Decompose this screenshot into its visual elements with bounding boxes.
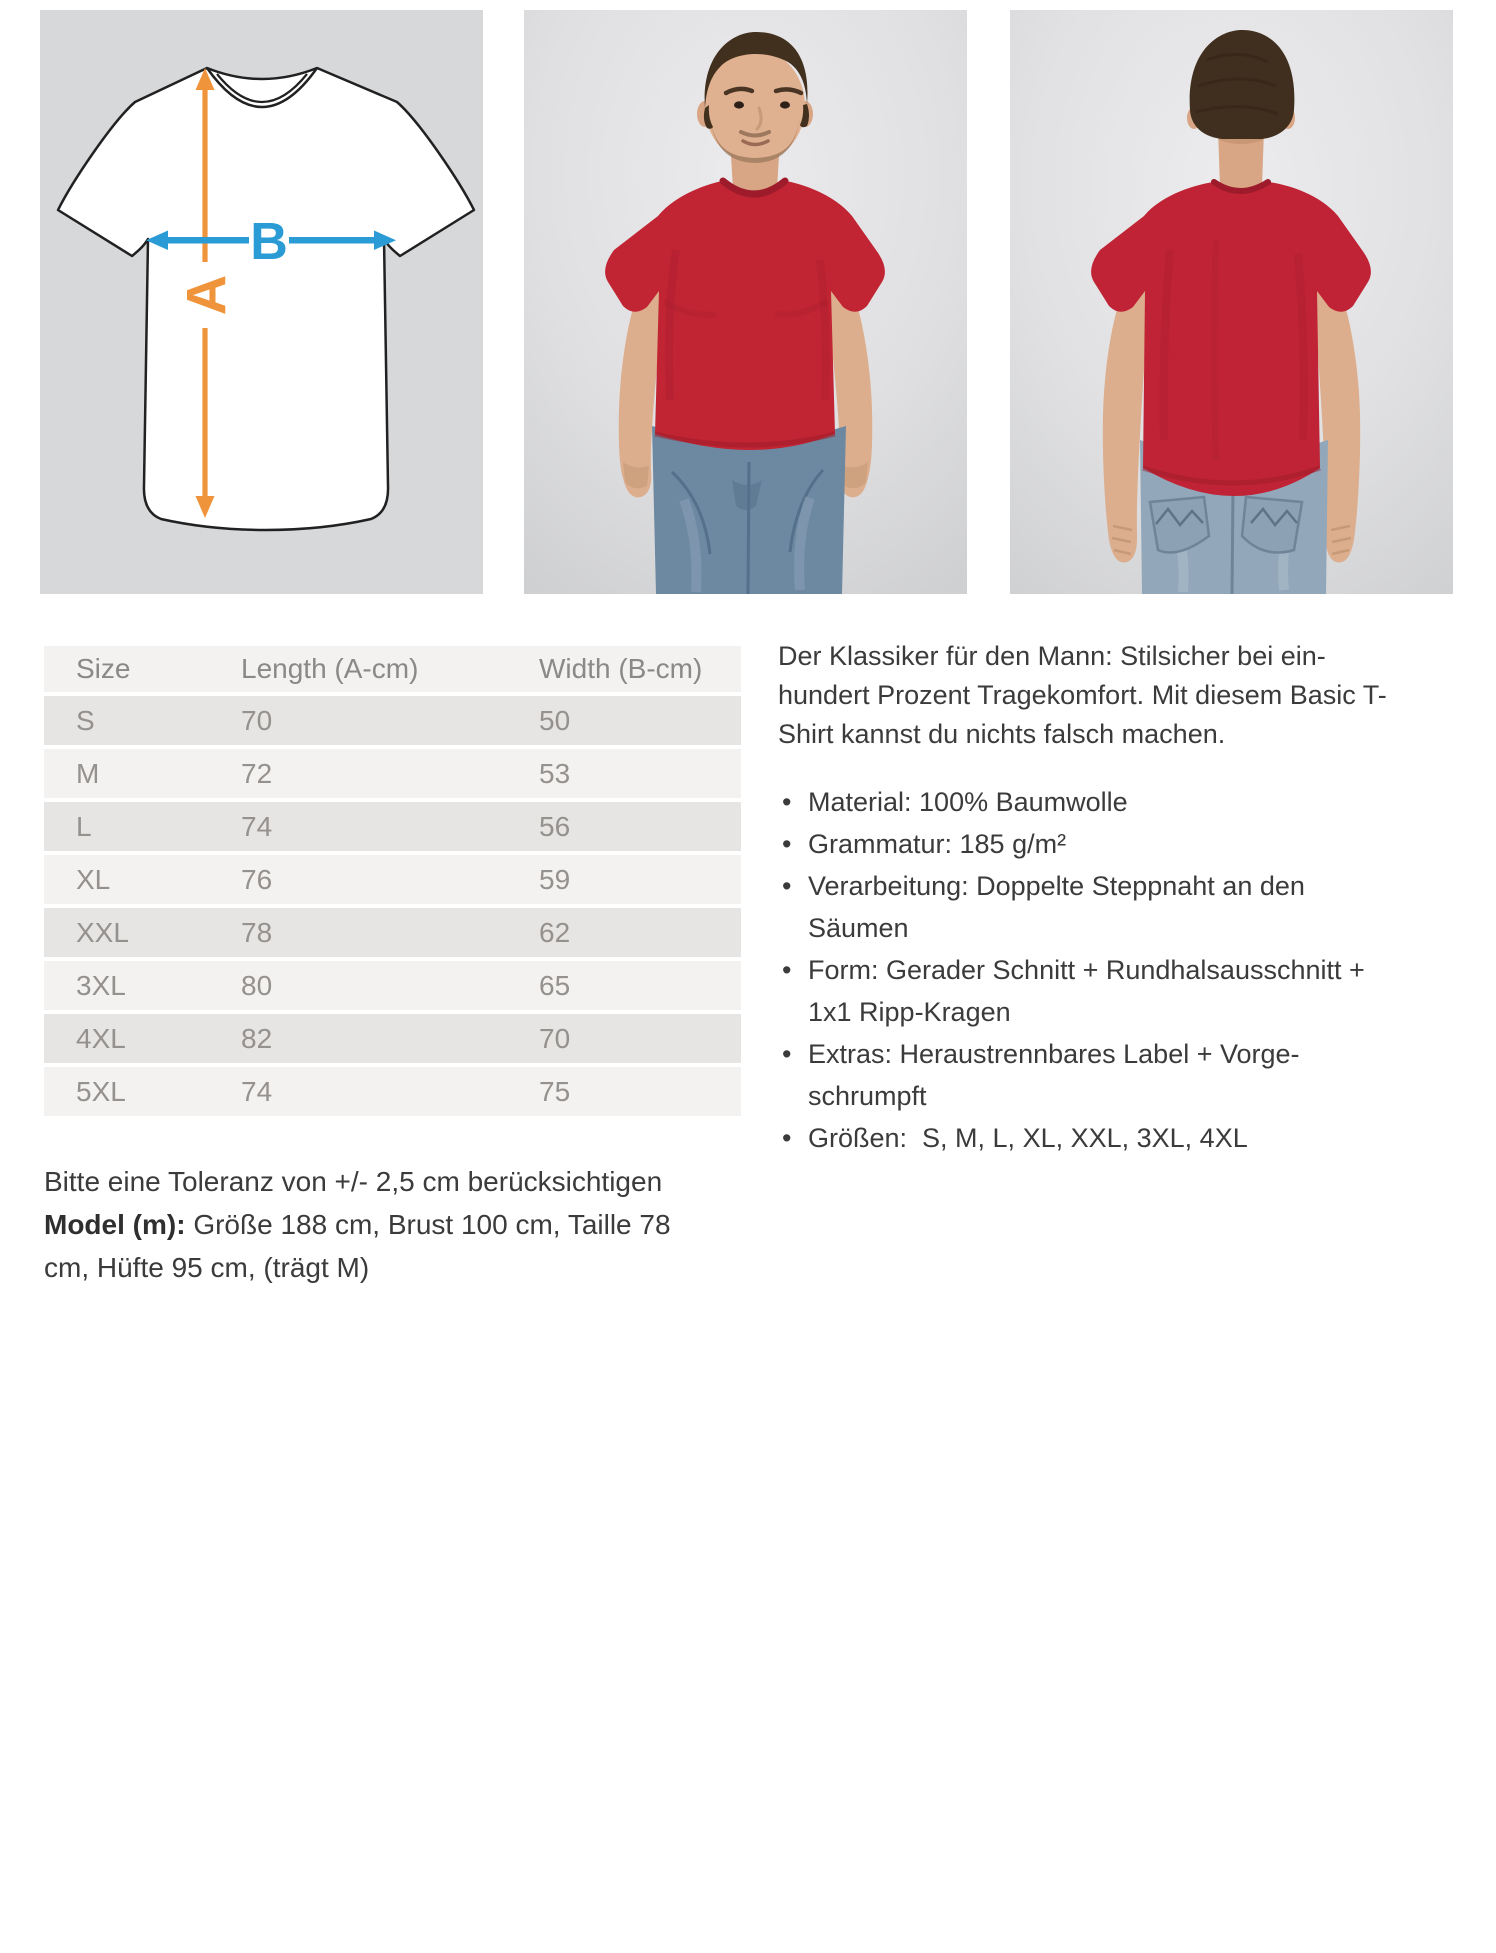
model-note-details: Größe 188 cm, Brust 100 cm, Taille 78 cm, Hüfte 95 cm, (trägt M) bbox=[44, 1209, 671, 1283]
column-header-width: Width (B-cm) bbox=[538, 646, 741, 692]
size-cell: 4XL bbox=[44, 1014, 240, 1063]
size-row bbox=[44, 908, 741, 957]
length-cell: 80 bbox=[240, 961, 538, 1010]
length-cell: 74 bbox=[240, 802, 538, 851]
bullet-material: • Material: 100% Baumwolle bbox=[778, 781, 1393, 823]
length-cell: 72 bbox=[240, 749, 538, 798]
jeans bbox=[652, 426, 846, 594]
column-header-size: Size bbox=[44, 646, 240, 692]
size-chart-table bbox=[44, 642, 741, 1120]
length-cell: 82 bbox=[240, 1014, 538, 1063]
size-row bbox=[44, 855, 741, 904]
size-cell: M bbox=[44, 749, 240, 798]
width-cell: 59 bbox=[538, 855, 741, 904]
size-cell: XXL bbox=[44, 908, 240, 957]
width-cell: 75 bbox=[538, 1067, 741, 1116]
tolerance-note: Bitte eine Toleranz von +/- 2,5 cm berücksichtigen bbox=[44, 1166, 663, 1197]
bullet-extras: • Extras: Heraustrennbares Label + Vorgeschrumpft bbox=[778, 1033, 1393, 1117]
size-row bbox=[44, 1014, 741, 1063]
bullet-groessen: • Größen: S, M, L, XL, XXL, 3XL, 4XL bbox=[778, 1117, 1393, 1159]
size-cell: S bbox=[44, 696, 240, 745]
length-cell: 78 bbox=[240, 908, 538, 957]
width-cell: 50 bbox=[538, 696, 741, 745]
model-note-label: Model (m): bbox=[44, 1209, 186, 1240]
size-diagram-image bbox=[40, 10, 483, 594]
model-front-graphic bbox=[524, 10, 967, 594]
width-cell: 53 bbox=[538, 749, 741, 798]
label-b: B bbox=[250, 213, 288, 271]
width-cell: 62 bbox=[538, 908, 741, 957]
size-cell: 5XL bbox=[44, 1067, 240, 1116]
size-row bbox=[44, 961, 741, 1010]
length-cell: 74 bbox=[240, 1067, 538, 1116]
width-cell: 65 bbox=[538, 961, 741, 1010]
tshirt-measurement-diagram bbox=[40, 10, 483, 594]
label-a: A bbox=[174, 274, 238, 316]
width-cell: 56 bbox=[538, 802, 741, 851]
bullet-verarbeitung: • Verarbeitung: Doppelte Steppnaht an den Säumen bbox=[778, 865, 1393, 949]
description-intro: Der Klassiker für den Mann: Stilsicher bei einhundert Prozent Tragekomfort. Mit diesem Basic T-Shirt kannst du nichts falsch machen. bbox=[778, 641, 1387, 749]
size-chart-header-row bbox=[44, 646, 741, 692]
size-cell: L bbox=[44, 802, 240, 851]
bullet-grammatur: • Grammatur: 185 g/m² bbox=[778, 823, 1393, 865]
bullet-form: • Form: Gerader Schnitt + Rundhalsausschnitt + 1x1 Ripp-Kragen bbox=[778, 949, 1393, 1033]
measurement-notes bbox=[44, 1160, 684, 1289]
back-pocket-right bbox=[1242, 497, 1302, 553]
size-cell: XL bbox=[44, 855, 240, 904]
length-cell: 76 bbox=[240, 855, 538, 904]
width-cell: 70 bbox=[538, 1014, 741, 1063]
size-row bbox=[44, 802, 741, 851]
size-row bbox=[44, 749, 741, 798]
column-header-length: Length (A-cm) bbox=[240, 646, 538, 692]
size-cell: 3XL bbox=[44, 961, 240, 1010]
size-row bbox=[44, 1067, 741, 1116]
description-bullet-list bbox=[778, 781, 1393, 1159]
size-row bbox=[44, 696, 741, 745]
length-cell: 70 bbox=[240, 696, 538, 745]
model-back-photo bbox=[1010, 10, 1453, 594]
model-front-photo bbox=[524, 10, 967, 594]
product-description bbox=[778, 637, 1393, 1159]
model-back-graphic bbox=[1010, 10, 1453, 594]
